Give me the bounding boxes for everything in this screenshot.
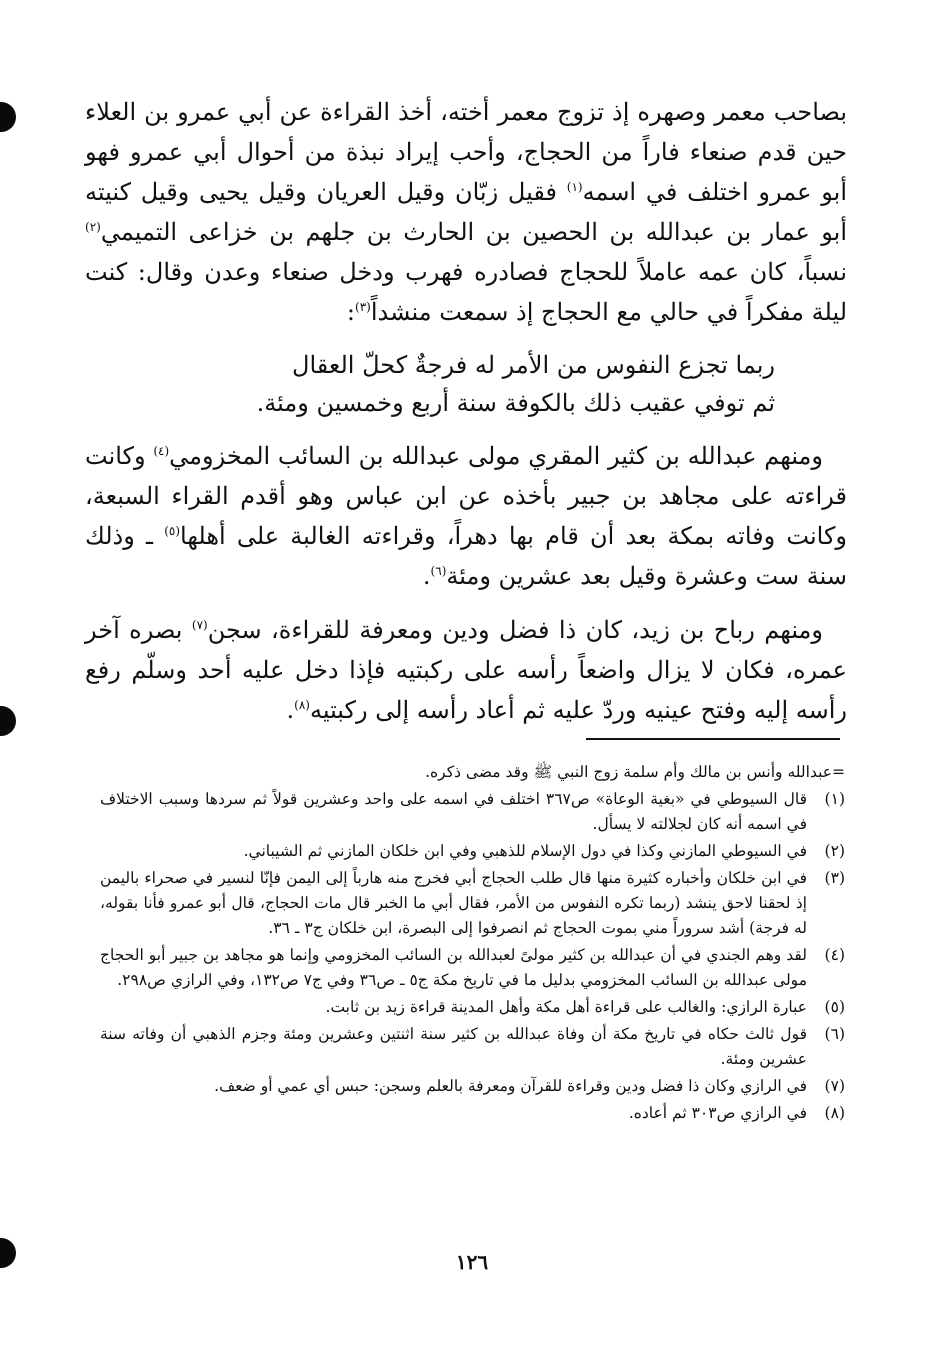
footnote-continuation: =عبدالله وأنس بن مالك وأم سلمة زوج النبي ﷺ وقد مضى ذكره. — [425, 763, 845, 781]
footnote-ref[interactable]: (٣) — [355, 300, 371, 314]
footnote-ref[interactable]: (٨) — [294, 698, 310, 712]
paragraph-3: ومنهم رباح بن زيد، كان ذا فضل ودين ومعرفة للقراءة، سجن$^{(٧)}$ بصره آخر عمره، فكان لا يزال واضعاً رأسه على ركبتيه فإذا دخل عليه أحد وسلّم رفع رأسه إليه وفتح عينيه وردّ عليه ثم أعاد رأسه إلى ركبتيه$^{(٨)}$. — [85, 616, 847, 724]
punch-hole — [0, 102, 16, 132]
footnote-item: (٤) لقد وهم الجندي في أن عبدالله بن كثير مولىً لعبدالله بن السائب المخزومي وإنما هو مجاهد بن جبير أبو الحجاج مولى عبدالله بن السائب المخزومي بدليل ما في تاريخ مكة ج٥ ـ ص٣٦ وفي ج٧ ص١٣٢، وفي الرازي ص٢٩٨. — [100, 946, 845, 989]
footnote-item: (٢) في السيوطي المازني وكذا في دول الإسلام للذهبي وفي ابن خلكان المازني ثم الشيباني. — [243, 842, 845, 860]
footnote-ref[interactable]: (٥) — [164, 524, 181, 538]
footnote-item: (٥) عبارة الرازي: والغالب على قراءة أهل مكة وأهل المدينة قراءة زيد بن ثابت. — [325, 998, 845, 1016]
paragraph-2: ومنهم عبدالله بن كثير المقري مولى عبدالله بن السائب المخزومي$^{(٤)}$ وكانت قراءته على مجاهد بن جبير بأخذه عن ابن عباس وهو أقدم القراء السبعة، وكانت وفاته بمكة بعد أن قام بها دهراً، وقراءته الغالبة على أهلها$^{(٥)}$ ـ وذلك سنة ست وعشرة وقيل بعد عشرين ومئة$^{(٦)}$. — [85, 442, 847, 590]
footnote-item: (٨) في الرازي ص٣٠٣ ثم أعاده. — [628, 1104, 845, 1122]
footnote-ref[interactable]: (١) — [566, 180, 583, 194]
footnote-ref[interactable]: (٦) — [430, 564, 447, 578]
verse-after: ثم توفي عقيب ذلك بالكوفة سنة أربع وخمسين ومئة. — [256, 389, 775, 417]
footnote-item: (١) قال السيوطي في «بغية الوعاة» ص٣٦٧ اختلف في اسمه على واحد وعشرين قولاً ثم سردها وسبب الاختلاف في اسمه أنه كان لجلالته لا يسأل. — [100, 790, 845, 833]
verse-line: ربما تجزع النفوس من الأمر له فرجةٌ كحلّ العقال — [292, 351, 775, 379]
footnote-ref[interactable]: (٢) — [85, 220, 101, 234]
punch-hole — [0, 706, 16, 736]
page-number: ١٢٦ — [455, 1250, 489, 1274]
footnote-ref[interactable]: (٧) — [191, 618, 208, 632]
footnote-item: (٦) قول ثالث حكاه في تاريخ مكة أن وفاة عبدالله بن كثير سنة اثنتين وعشرين ومئة وجزم الذهبي أن وفاته سنة عشرين ومئة. — [100, 1025, 845, 1068]
footnote-item: (٣) في ابن خلكان وأخباره كثيرة منها قال طلب الحجاج أبي فخرج منه هارباً إلى اليمن فإنّا لنسير في صحراء باليمن إذ لحقنا لاحق ينشد (ربما تكره النفوس من الأمر، فقال أبي ما الخبر قال مات الحجاج، قال أبو عمرو فأنا بقوله، له فرجة) أشد سروراً مني بموت الحجاج ثم انصرفوا إلى البصرة، ابن خلكان ج٣ ـ ٣٦. — [100, 869, 845, 937]
footnote-ref[interactable]: (٤) — [153, 444, 170, 458]
footnote-item: (٧) في الرازي وكان ذا فضل ودين وقراءة للقرآن ومعرفة بالعلم وسجن: حبس أي عمي أو ضعف. — [214, 1077, 845, 1095]
main-text — [85, 92, 847, 744]
footnotes — [100, 760, 845, 1128]
verse — [85, 346, 847, 422]
paragraph-1: بصاحب معمر وصهره إذ تزوج معمر أخته، أخذ القراءة عن أبي عمرو بن العلاء حين قدم صنعاء فاراً من الحجاج، وأحب إيراد نبذة من أحوال أبي عمرو فهو أبو عمرو اختلف في اسمه$^{(١)}$ فقيل زبّان وقيل العريان وقيل يحيى وقيل كنيته أبو عمار بن عبدالله بن الحصين بن الحارث بن جلهم بن خزاعى التميمي$^{(٢)}$ نسباً، كان عمه عاملاً للحجاج فصادره فهرب ودخل صنعاء وعدن وقال: كنت ليلة مفكراً في حالي مع الحجاج إذ سمعت منشداً$^{(٣)}$: — [85, 98, 847, 326]
footnote-divider — [586, 738, 840, 740]
